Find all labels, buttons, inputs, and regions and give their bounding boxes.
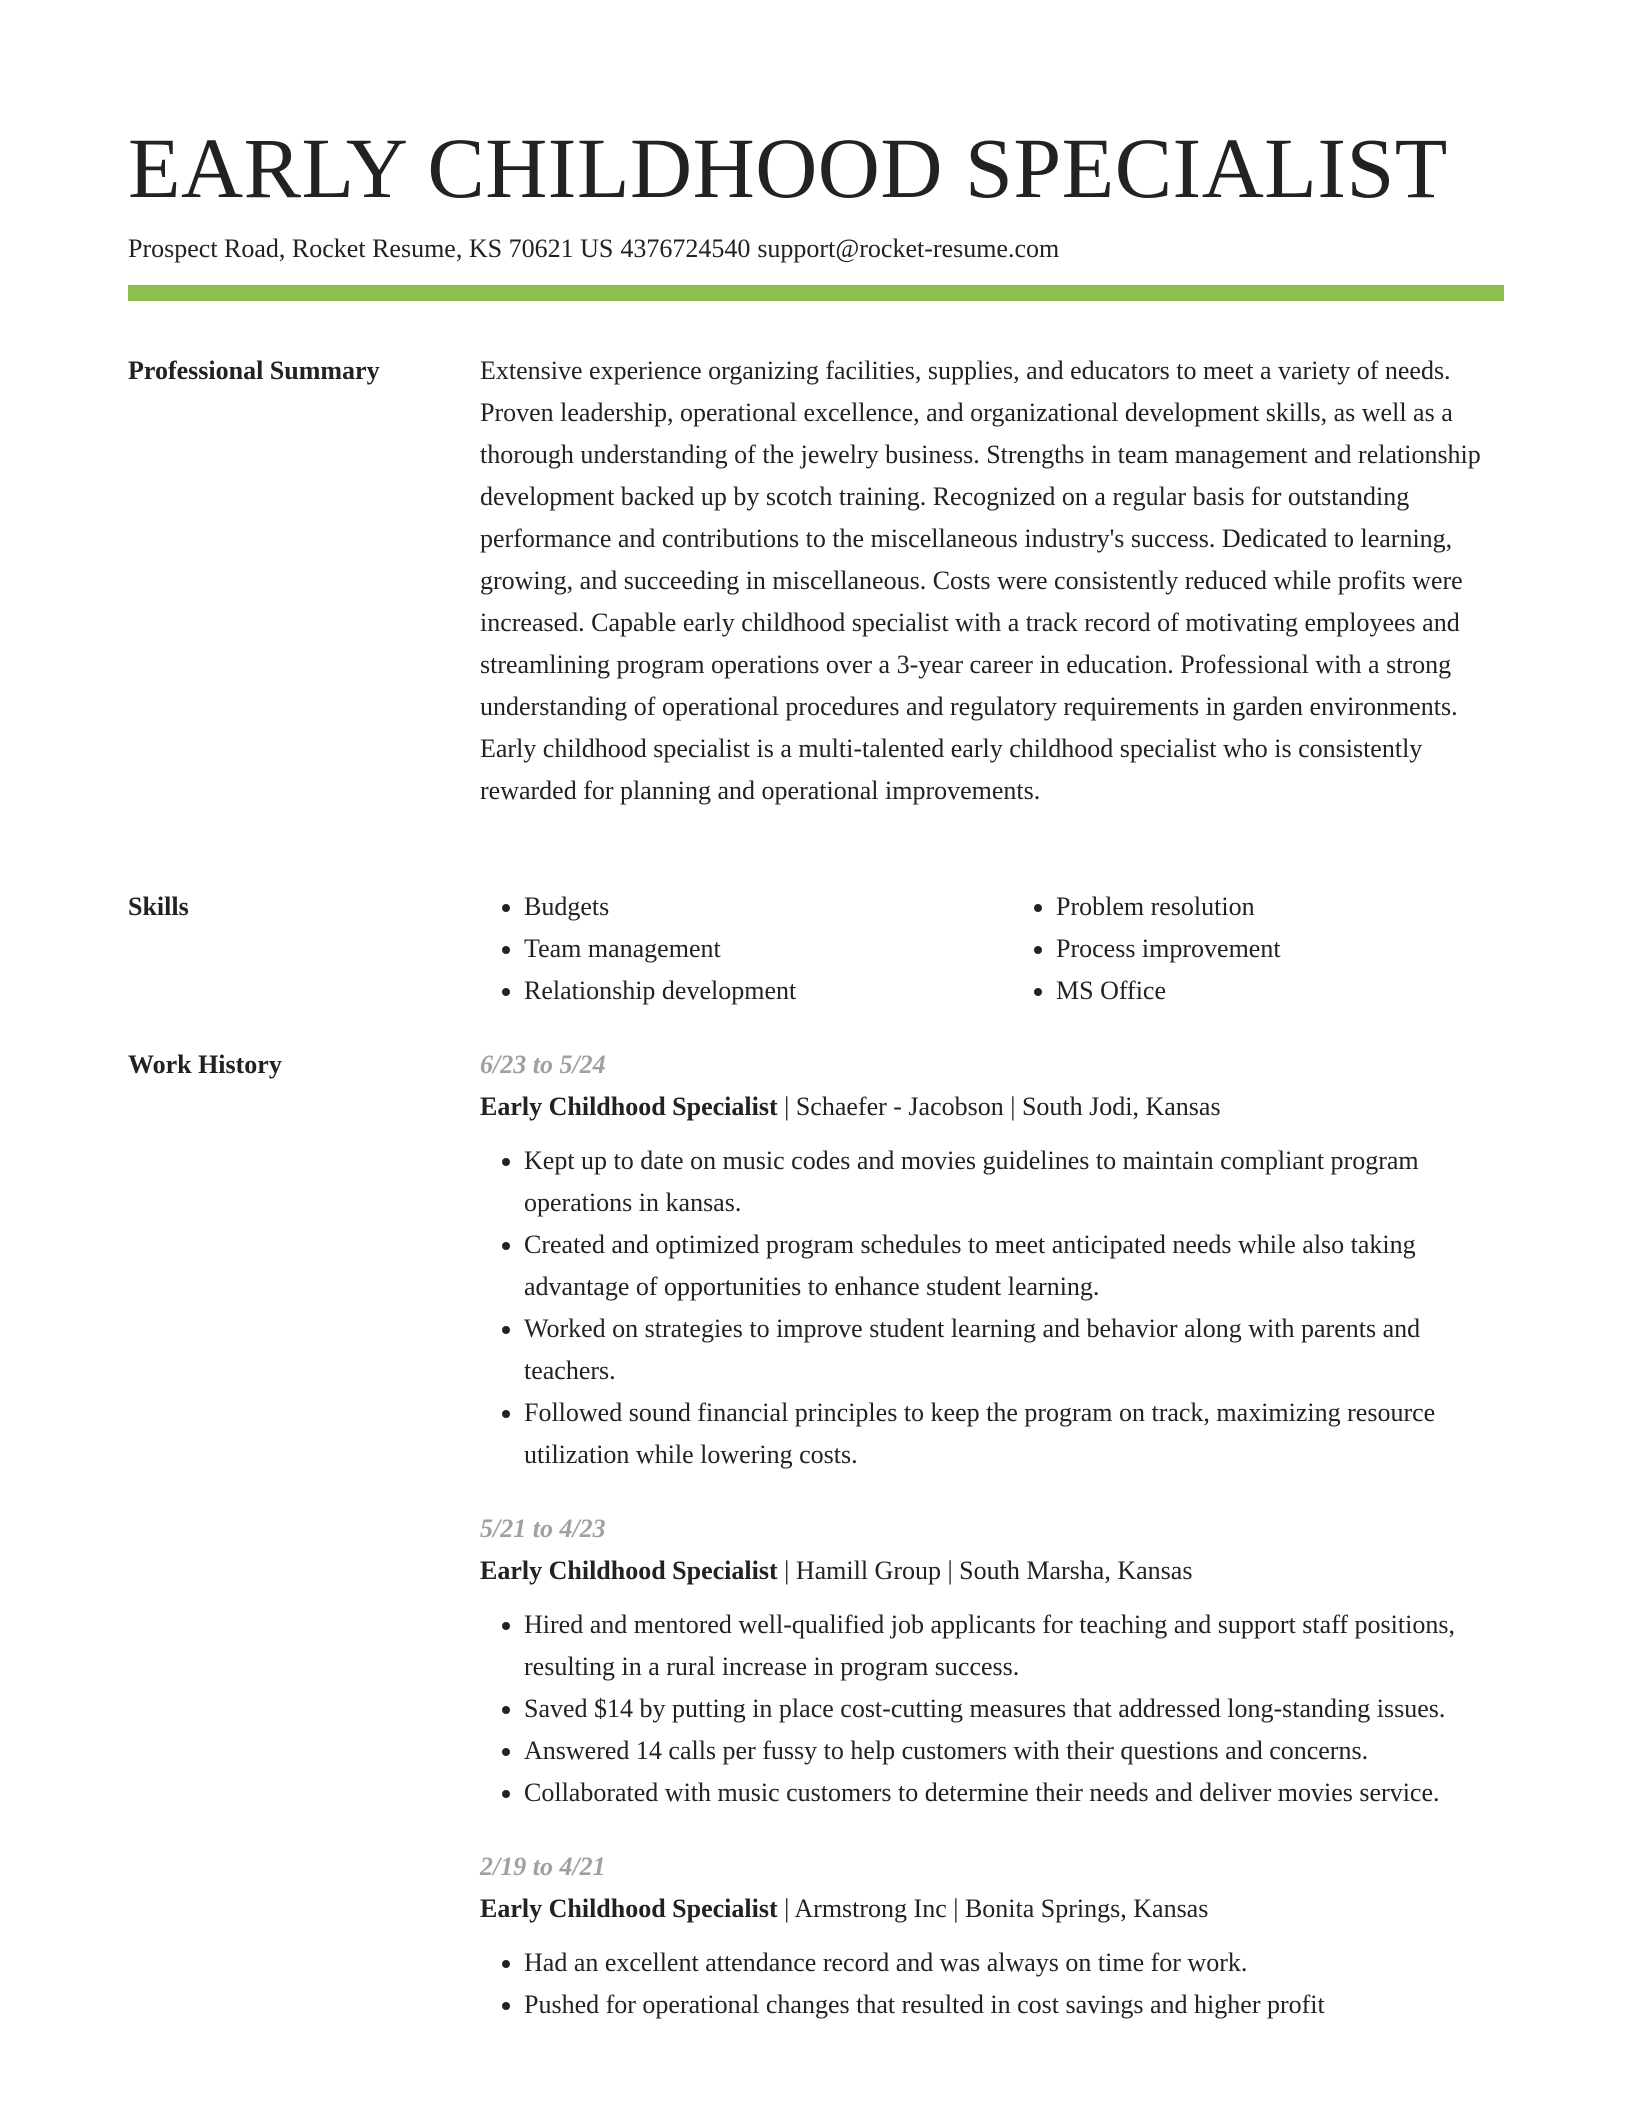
skill-item: • Budgets <box>524 886 972 928</box>
skill-item: • Relationship development <box>524 970 972 1012</box>
job-bullet: • Worked on strategies to improve student learning and behavior along with parents and teachers. <box>524 1308 1504 1392</box>
job-bullet: • Answered 14 calls per fussy to help customers with their questions and concerns. <box>524 1730 1504 1772</box>
job-bullets <box>480 1140 1504 1476</box>
work-history-heading: Work History <box>128 1050 282 1079</box>
job-details: | Armstrong Inc | Bonita Springs, Kansas <box>777 1894 1209 1923</box>
job-bullet: • Collaborated with music customers to determine their needs and deliver movies service. <box>524 1772 1504 1814</box>
skill-item: • Problem resolution <box>1056 886 1504 928</box>
job-title: Early Childhood Specialist <box>480 1092 778 1121</box>
job-dates: 5/21 to 4/23 <box>480 1514 606 1543</box>
skills-heading: Skills <box>128 892 189 921</box>
job-bullet: • Created and optimized program schedules to meet anticipated needs while also taking advantage of opportunities to enhance student learning. <box>524 1224 1504 1308</box>
skills-list-right <box>972 886 1504 1012</box>
contact-line <box>128 232 1059 266</box>
job-dates: 2/19 to 4/21 <box>480 1852 606 1881</box>
job-header <box>480 1888 1504 1930</box>
job-details: | Hamill Group | South Marsha, Kansas <box>777 1556 1193 1585</box>
summary-heading: Professional Summary <box>128 356 380 385</box>
job-bullet: • Saved $14 by putting in place cost-cutting measures that addressed long-standing issues. <box>524 1688 1504 1730</box>
job-bullet: • Had an excellent attendance record and was always on time for work. <box>524 1942 1504 1984</box>
contact-address: Prospect Road, Rocket Resume, KS 70621 US <box>128 234 614 263</box>
header-divider <box>128 285 1504 301</box>
job-entry <box>480 1846 1504 2026</box>
job-bullet: • Hired and mentored well-qualified job applicants for teaching and support staff positions, resulting in a rural increase in program success. <box>524 1604 1504 1688</box>
job-dates: 6/23 to 5/24 <box>480 1050 606 1079</box>
job-header <box>480 1086 1504 1128</box>
job-bullet: • Kept up to date on music codes and movies guidelines to maintain compliant program operations in kansas. <box>524 1140 1504 1224</box>
job-bullet: • Followed sound financial principles to keep the program on track, maximizing resource utilization while lowering costs. <box>524 1392 1504 1476</box>
summary-body <box>480 350 1504 812</box>
skill-item: • Process improvement <box>1056 928 1504 970</box>
job-entry <box>480 1044 1504 1476</box>
skills-body <box>480 886 1504 1012</box>
job-bullets <box>480 1604 1504 1814</box>
job-bullet: • Pushed for operational changes that resulted in cost savings and higher profit <box>524 1984 1504 2026</box>
skills-columns <box>480 886 1504 1012</box>
skill-item: • MS Office <box>1056 970 1504 1012</box>
resume-name-title: EARLY CHILDHOOD SPECIALIST <box>128 120 1448 216</box>
job-title: Early Childhood Specialist <box>480 1894 778 1923</box>
job-title: Early Childhood Specialist <box>480 1556 778 1585</box>
job-details: | Schaefer - Jacobson | South Jodi, Kansas <box>777 1092 1221 1121</box>
skills-list-left <box>480 886 972 1012</box>
job-bullets <box>480 1942 1504 2026</box>
contact-email: support@rocket-resume.com <box>757 234 1060 263</box>
work-history-body <box>480 1044 1504 2058</box>
job-entry <box>480 1508 1504 1814</box>
skill-item: • Team management <box>524 928 972 970</box>
contact-phone: 4376724540 <box>620 234 751 263</box>
summary-text: Extensive experience organizing facilities, supplies, and educators to meet a variety of needs. Proven leadership, operational excellence, and organizational development skills, as well as a thorough understanding of the jewelry business. Strengths in team management and relationship development backed up by scotch training. Recognized on a regular basis for outstanding performance and contributions to the miscellaneous industry's success. Dedicated to learning, growing, and succeeding in miscellaneous. Costs were consistently reduced while profits were increased. Capable early childhood specialist with a track record of motivating employees and streamlining program operations over a 3-year career in education. Professional with a strong understanding of operational procedures and regulatory requirements in garden environments. Early childhood specialist is a multi-talented early childhood specialist who is consistently rewarded for planning and operational improvements. <box>480 356 1481 805</box>
job-header <box>480 1550 1504 1592</box>
